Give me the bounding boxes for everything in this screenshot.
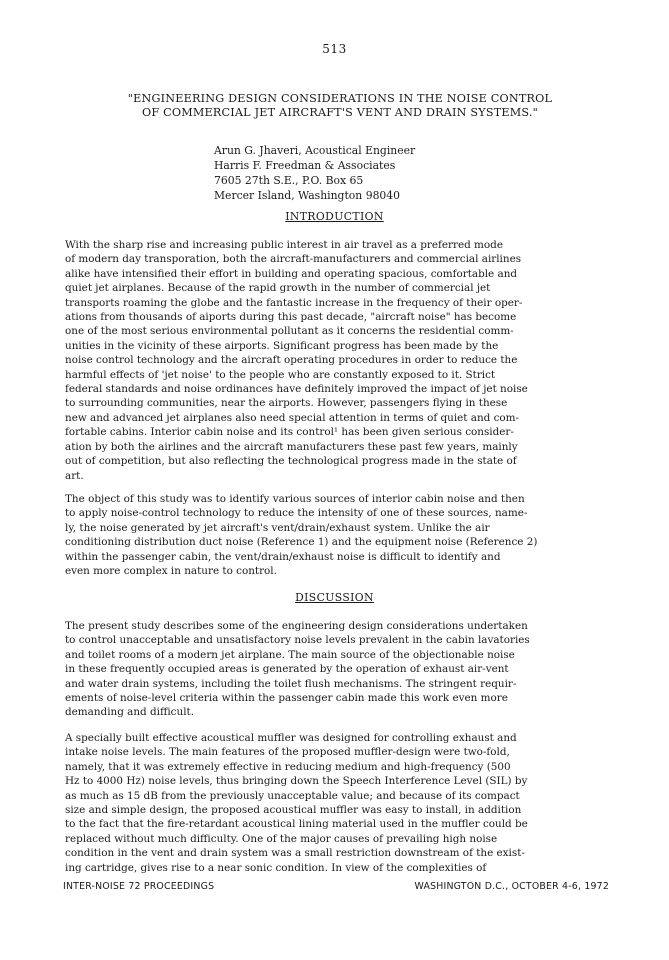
text-line: ations from thousands of aiports during this past decade, "aircraft noise" has become xyxy=(65,311,517,324)
text-line: size and simple design, the proposed acoustical muffler was easy to install, in addition xyxy=(65,804,522,817)
text-line: ements of noise-level criteria within the passenger cabin made this work even more xyxy=(65,692,508,705)
text-line: to control unacceptable and unsatisfactory noise levels prevalent in the cabin lavatories xyxy=(65,634,530,647)
text-line: art. xyxy=(65,469,84,482)
author-line: 7605 27th S.E., P.O. Box 65 xyxy=(214,174,364,187)
title-line: "ENGINEERING DESIGN CONSIDERATIONS IN THE NOISE CONTROL xyxy=(127,92,553,105)
footer-location-date: WASHINGTON D.C., OCTOBER 4-6, 1972 xyxy=(414,881,609,892)
text-line: A specially built effective acoustical muffler was designed for controlling exhaust and xyxy=(65,732,517,744)
text-line: conditioning distribution duct noise (Reference 1) and the equipment noise (Reference 2) xyxy=(65,536,538,549)
text-line: demanding and difficult. xyxy=(65,706,194,719)
text-line: and water drain systems, including the toilet flush mechanisms. The stringent requir- xyxy=(65,677,517,690)
text-line: With the sharp rise and increasing public interest in air travel as a preferred mode xyxy=(65,239,503,251)
text-line: ing cartridge, gives rise to a near sonic condition. In view of the complexities of xyxy=(65,861,487,874)
section-heading-text: DISCUSSION xyxy=(295,591,374,604)
text-line: unities in the vicinity of these airports. Significant progress has been made by the xyxy=(65,339,499,352)
text-line: to apply noise-control technology to reduce the intensity of one of these sources, name- xyxy=(65,507,528,520)
text-line: ly, the noise generated by jet aircraft's vent/drain/exhaust system. Unlike the air xyxy=(65,521,490,534)
text-line: one of the most serious environmental pollutant as it concerns the residential comm- xyxy=(65,325,514,338)
author-line: Harris F. Freedman & Associates xyxy=(214,159,396,172)
text-line: ation by both the airlines and the aircraft manufacturers these past few years, mainly xyxy=(65,440,518,453)
page-number: 513 xyxy=(322,42,347,56)
author-line: Mercer Island, Washington 98040 xyxy=(214,189,401,202)
footer-proceedings: INTER-NOISE 72 PROCEEDINGS xyxy=(63,881,215,892)
text-line: to the fact that the fire-retardant acoustical lining material used in the muffler could be xyxy=(65,818,528,831)
title-line: OF COMMERCIAL JET AIRCRAFT'S VENT AND DRAIN SYSTEMS." xyxy=(142,106,538,119)
text-line: in these frequently occupied areas is generated by the operation of exhaust air-vent xyxy=(65,663,509,676)
paragraph xyxy=(65,731,606,875)
text-line: The present study describes some of the engineering design considerations undertaken xyxy=(65,620,528,632)
text-line: and toilet rooms of a modern jet airplane. The main source of the objectionable noise xyxy=(65,648,515,661)
text-line: transports roaming the globe and the fantastic increase in the frequency of their oper- xyxy=(65,296,523,309)
text-line: replaced without much difficulty. One of the major causes of prevailing high noise xyxy=(65,832,498,845)
section-heading-discussion xyxy=(0,591,669,604)
text-line: quiet jet airplanes. Because of the rapid growth in the number of commercial jet xyxy=(65,282,491,295)
text-line: new and advanced jet airplanes also need special attention in terms of quiet and com- xyxy=(65,411,520,424)
text-line: to surrounding communities, near the airports. However, passengers flying in these xyxy=(65,397,508,410)
paragraph xyxy=(65,619,606,720)
section-heading-introduction xyxy=(0,210,669,223)
text-line: condition in the vent and drain system was a small restriction downstream of the exist- xyxy=(65,847,525,860)
paragraph xyxy=(65,238,606,483)
text-line: as much as 15 dB from the previously unacceptable value; and because of its compact xyxy=(65,789,520,802)
paragraph xyxy=(65,492,606,578)
text-line: of modern day transporation, both the aircraft-manufacturers and commercial airlines xyxy=(65,253,522,266)
author-line: Arun G. Jhaveri, Acoustical Engineer xyxy=(214,144,416,157)
section-heading-text: INTRODUCTION xyxy=(285,210,384,223)
text-line: alike have intensified their effort in building and operating spacious, comfortable and xyxy=(65,267,518,280)
text-line: fortable cabins. Interior cabin noise and its control¹ has been given serious consider- xyxy=(65,426,514,439)
text-line: within the passenger cabin, the vent/drain/exhaust noise is difficult to identify and xyxy=(65,550,501,563)
text-line: federal standards and noise ordinances have definitely improved the impact of jet noise xyxy=(65,383,528,396)
text-line: harmful effects of 'jet noise' to the people who are constantly exposed to it. Strict xyxy=(65,368,496,381)
paper-title xyxy=(60,92,620,120)
text-line: namely, that it was extremely effective in reducing medium and high-frequency (500 xyxy=(65,760,511,773)
author-block xyxy=(214,143,415,203)
text-line: out of competition, but also reflecting the technological progress made in the state of xyxy=(65,455,517,468)
text-line: noise control technology and the aircraft operating procedures in order to reduce the xyxy=(65,354,518,367)
text-line: intake noise levels. The main features of the proposed muffler-design were two-fold, xyxy=(65,746,510,759)
text-line: even more complex in nature to control. xyxy=(65,565,277,578)
text-line: Hz to 4000 Hz) noise levels, thus bringing down the Speech Interference Level (SIL) by xyxy=(65,775,528,788)
text-line: The object of this study was to identify various sources of interior cabin noise and then xyxy=(65,493,525,505)
